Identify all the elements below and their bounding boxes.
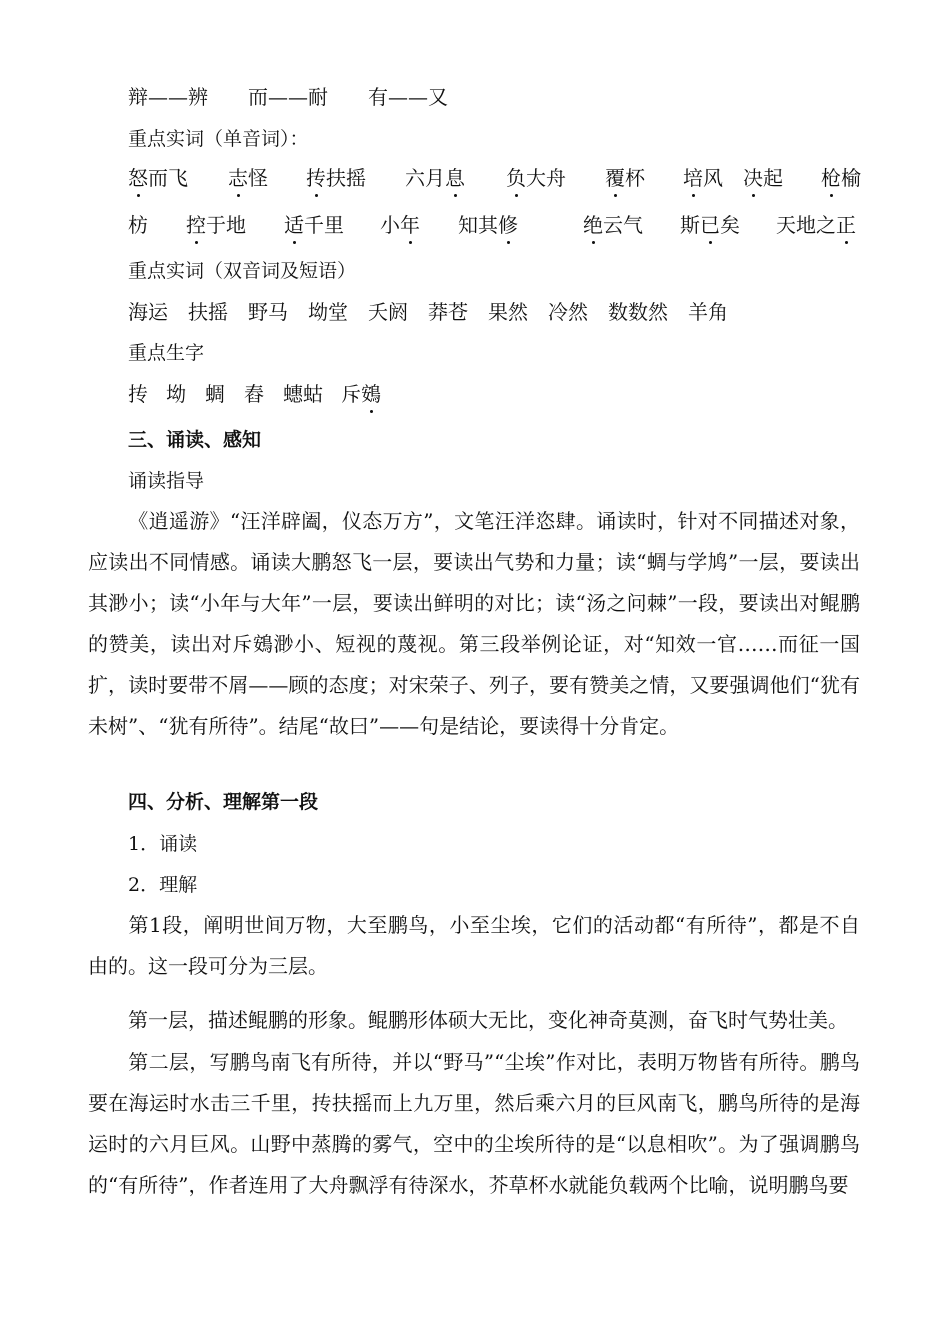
variant-characters-line: 辩——辨 而——耐 有——又 (128, 85, 448, 109)
section-3-title: 三、诵读、感知 (128, 429, 262, 451)
single-words-row-2 (0, 212, 950, 242)
word-item: 枪榆 (821, 166, 861, 190)
word-item: 六月息 (405, 166, 465, 190)
word-item: 斯已矣 (680, 213, 740, 237)
paragraph-2: 第一层，描述鲲鹏的形象。鲲鹏形体硕大无比，变化神奇莫测，奋飞时气势壮美。 (128, 1008, 848, 1032)
word-item: 负大舟 (506, 166, 566, 190)
char-item: 抟 (128, 382, 148, 406)
heading-characters: 重点生字 (128, 342, 205, 364)
word-item: 控于地 (186, 213, 246, 237)
heading-single-words: 重点实词（单音词）： (128, 128, 309, 150)
paragraph-3: 第二层，写鹏鸟南飞有所待，并以“野马”“尘埃”作对比，表明万物皆有所待。鹏鸟要在海运时水击三千里，抟扶摇而上九万里，然后乘六月的巨风南飞，鹏鸟所待的是海运时的六月巨风。山野中蒸腾的雾气，空中的尘埃所待的是“以息相吹”。为了强调鹏鸟的“有所待”，作者连用了大舟飘浮有待深水，芥草杯水就能负载两个比喻，说明鹏鸟要 (88, 1050, 860, 1197)
word-item: 天地之正 (776, 213, 856, 237)
char-item: 蜩 (205, 382, 225, 406)
double-words-list: 海运 扶摇 野马 坳堂 夭阏 莽苍 果然 冷然 数数然 羊角 (128, 300, 728, 324)
single-words-row-1 (0, 165, 950, 195)
word-item: 小年 (380, 213, 420, 237)
word-item: 培风 (683, 166, 723, 190)
word-item: 覆杯 (605, 166, 645, 190)
list-item-2: 2．理解 (128, 874, 198, 896)
word-item: 决起 (743, 166, 783, 190)
heading-double-words: 重点实词（双音词及短语） (128, 260, 357, 282)
word-item: 志怪 (228, 166, 268, 190)
reading-guide-heading: 诵读指导 (128, 470, 205, 492)
word-item: 知其修 (458, 213, 518, 237)
word-item: 绝云气 (583, 213, 643, 237)
characters-row (0, 381, 950, 411)
word-item: 抟扶摇 (306, 166, 366, 190)
char-item: 蟪蛄 (283, 382, 323, 406)
section-4-title: 四、分析、理解第一段 (128, 791, 319, 813)
list-item-1: 1．诵读 (128, 833, 198, 855)
char-item: 舂 (244, 382, 264, 406)
char-item: 坳 (166, 382, 186, 406)
word-item: 枋 (128, 213, 148, 237)
paragraph-1: 第1段，阐明世间万物，大至鹏鸟，小至尘埃，它们的活动都“有所待”，都是不自由的。这一段可分为三层。 (88, 913, 860, 978)
char-item: 斥鴳 (341, 382, 381, 406)
word-item: 适千里 (284, 213, 344, 237)
reading-guide-paragraph: 《逍遥游》“汪洋辟阖，仪态万方”，文笔汪洋恣肆。诵读时，针对不同描述对象，应读出不同情感。诵读大鹏怒飞一层，要读出气势和力量；读“蜩与学鸠”一层，要读出其渺小；读“小年与大年”一层，要读出鲜明的对比；读“汤之问棘”一段，要读出对鲲鹏的赞美，读出对斥鴳渺小、短视的蔑视。第三段举例论证，对“知效一官……而征一国扩，读时要带不屑——顾的态度；对宋荣子、列子，要有赞美之情，又要强调他们“犹有未树”、“犹有所待”。结尾“故曰”——句是结论，要读得十分肯定。 (88, 509, 860, 738)
word-item: 怒而飞 (128, 166, 188, 190)
